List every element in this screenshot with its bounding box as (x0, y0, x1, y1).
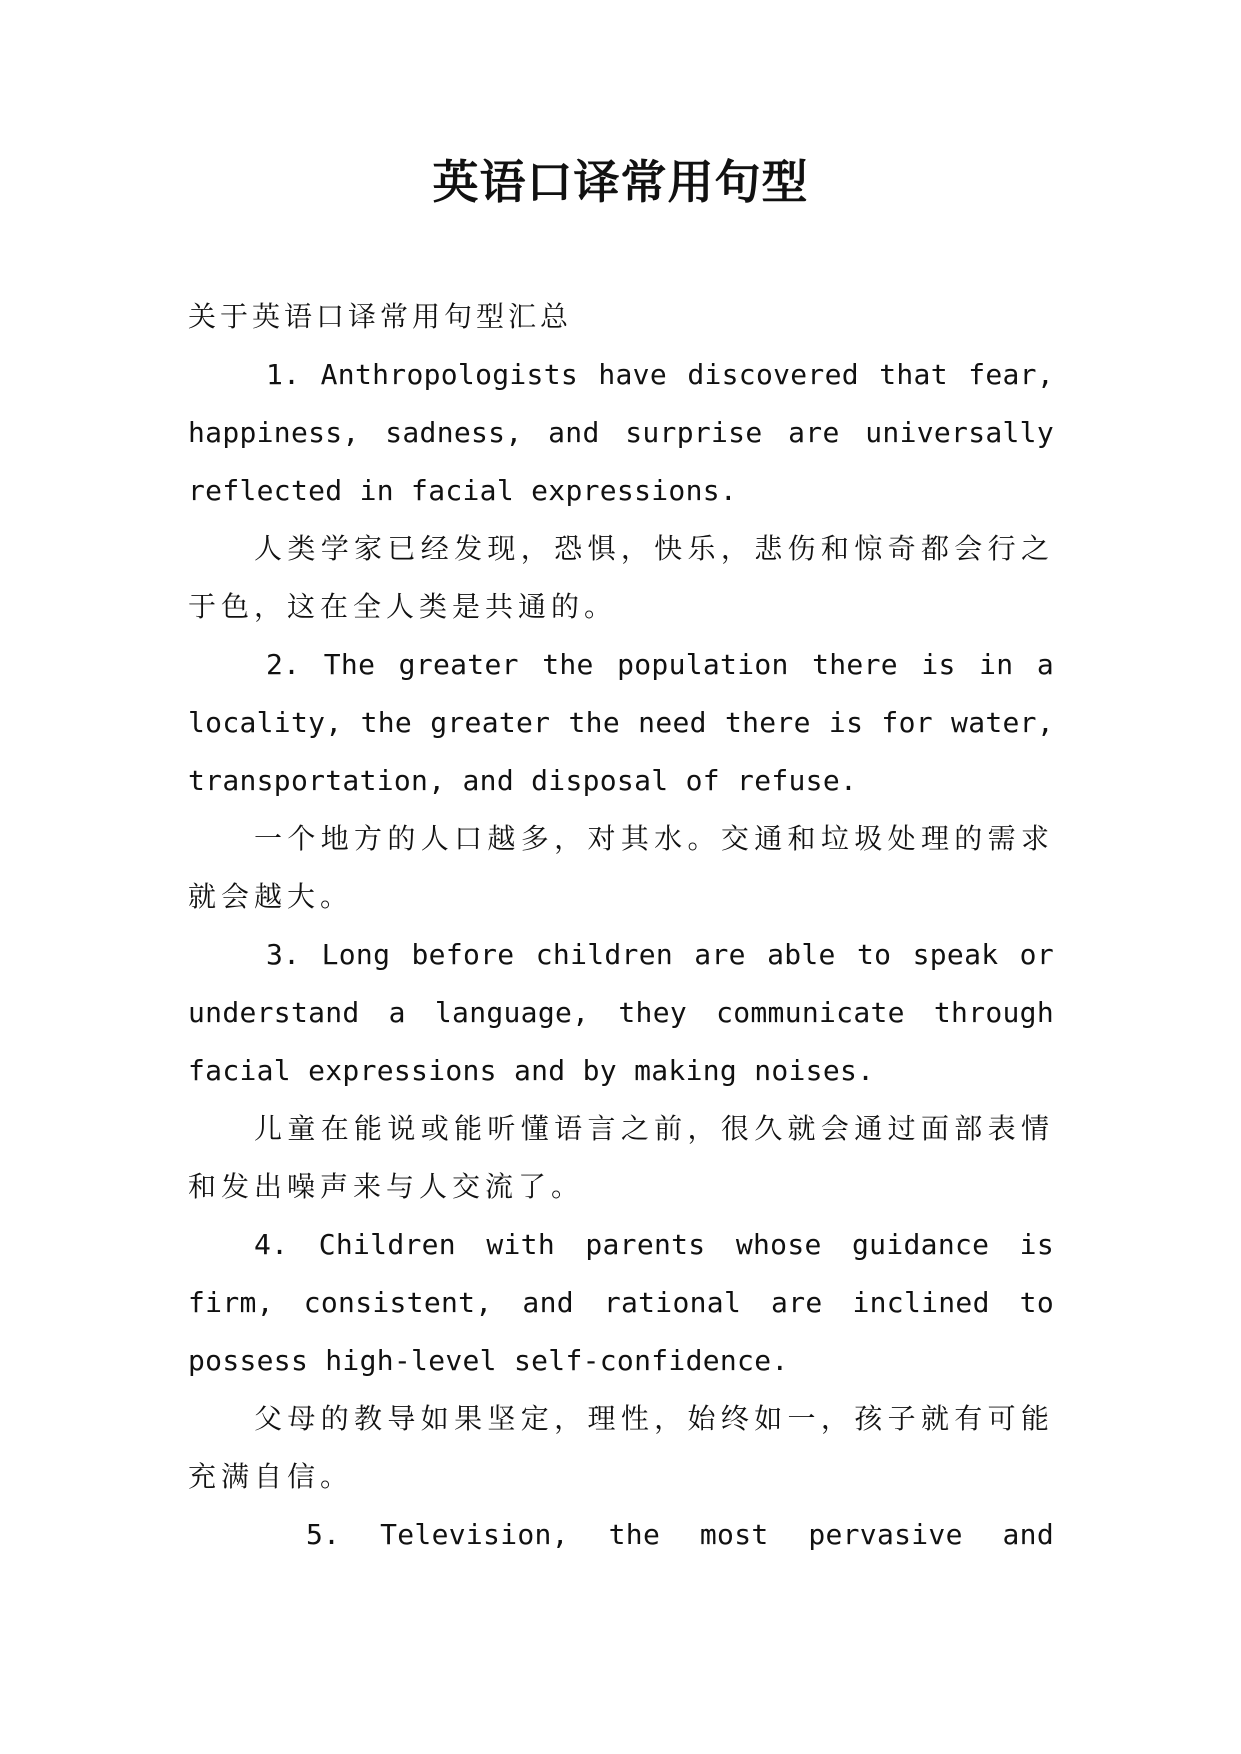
sentence-2-chinese: 一个地方的人口越多，对其水。交通和垃圾处理的需求就会越大。 (188, 822, 1054, 913)
intro-line: 关于英语口译常用句型汇总 (188, 300, 573, 333)
sentence-1-chinese: 人类学家已经发现，恐惧，快乐，悲伤和惊奇都会行之于色，这在全人类是共通的。 (188, 532, 1054, 623)
sentence-4-chinese: 父母的教导如果坚定，理性，始终如一，孩子就有可能充满自信。 (188, 1402, 1054, 1493)
sentence-3-chinese: 儿童在能说或能听懂语言之前，很久就会通过面部表情和发出噪声来与人交流了。 (188, 1112, 1054, 1203)
sentence-1-english: 1. Anthropologists have discovered that fear, happiness, sadness, and surprise are universally reflected in facial expressions. (188, 358, 1054, 507)
document-body (188, 288, 1054, 1564)
sentence-2-english: 2. The greater the population there is in a locality, the greater the need there is for water, transportation, and disposal of refuse. (188, 648, 1054, 797)
sentence-4-english: 4. Children with parents whose guidance is firm, consistent, and rational are inclined to possess high-level self-confidence. (188, 1228, 1054, 1377)
document-title: 英语口译常用句型 (432, 155, 809, 209)
sentence-5-english: 5. Television, the most pervasive and (306, 1518, 1054, 1551)
sentence-3-english: 3. Long before children are able to speak or understand a language, they communicate through facial expressions and by making noises. (188, 938, 1054, 1087)
